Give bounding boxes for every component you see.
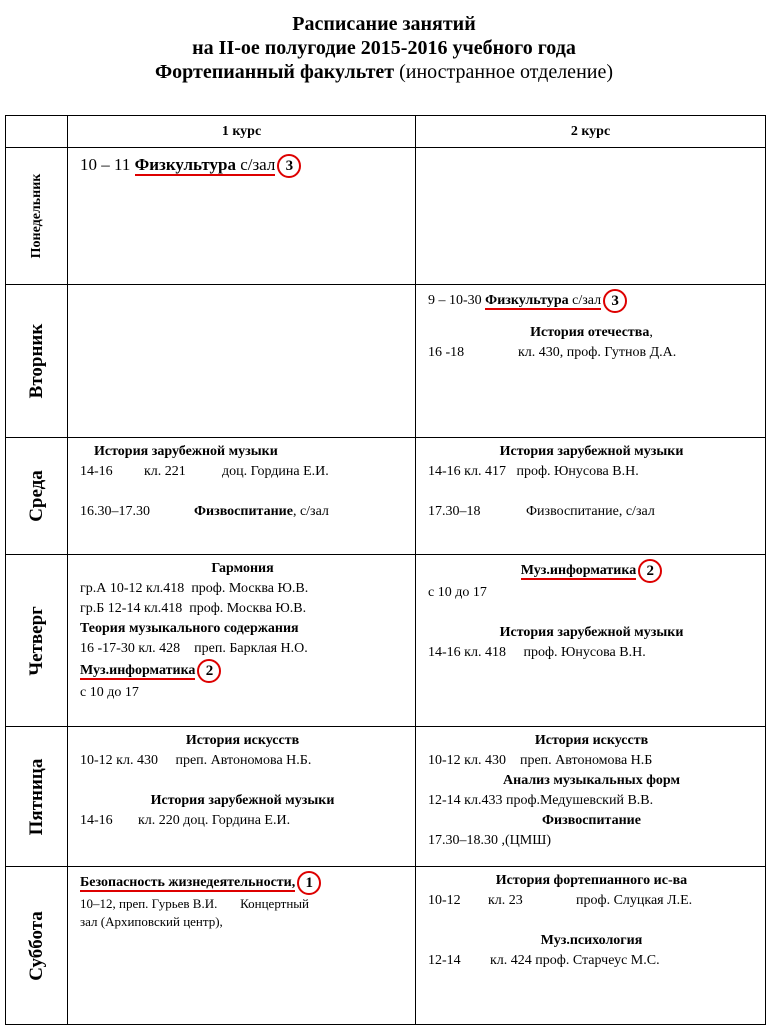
day-label-monday: Понедельник bbox=[28, 173, 44, 259]
column-header-course-2: 2 курс bbox=[416, 116, 766, 148]
wed-c1-teacher1: доц. Гордина Е.И. bbox=[222, 464, 329, 479]
fri-c2-line3: 17.30–18.30 ,(ЦМШ) bbox=[428, 833, 552, 848]
day-cell-thursday bbox=[6, 555, 68, 727]
tue-c2-subject: Физкультура bbox=[485, 293, 569, 309]
saturday-course-1 bbox=[68, 867, 416, 1025]
thu-c2-teacher2: проф. Юнусова В.Н. bbox=[523, 645, 646, 660]
wed-c1-subject1: История зарубежной музыки bbox=[94, 444, 278, 459]
thu-c1-lineB: гр.Б 12-14 кл.418 bbox=[80, 601, 183, 616]
sat-c2-room1: кл. 23 bbox=[488, 893, 523, 908]
fri-c2-line2: 12-14 кл.433 проф.Медушевский В.В. bbox=[428, 793, 654, 808]
thu-c1-lineA: гр.А 10-12 кл.418 bbox=[80, 581, 185, 596]
mon-c1-subject: Физкультура bbox=[134, 154, 236, 174]
fri-c1-line1: 10-12 кл. 430 bbox=[80, 753, 158, 768]
friday-course-1 bbox=[68, 727, 416, 867]
mon-c1-room: с/зал bbox=[240, 154, 276, 174]
sat-c1-subject1: Безопасность жизнедеятельности, bbox=[80, 875, 296, 891]
fri-c2-subject3: Физвоспитание bbox=[542, 813, 641, 828]
day-label-friday: Пятница bbox=[25, 758, 47, 835]
sat-c1-place2: зал (Архиповский центр), bbox=[80, 914, 223, 929]
wednesday-course-2 bbox=[416, 438, 766, 555]
day-label-tuesday: Вторник bbox=[25, 323, 47, 399]
mon-c1-time: 10 – 11 bbox=[80, 154, 131, 174]
day-label-thursday: Четверг bbox=[25, 605, 47, 676]
thu-c1-badge3: 2 bbox=[197, 659, 221, 683]
wed-c2-teacher1: проф. Юнусова В.Н. bbox=[516, 464, 639, 479]
fri-c1-subject2: История зарубежной музыки bbox=[150, 793, 335, 808]
sat-c2-teacher1: проф. Слуцкая Л.Е. bbox=[576, 893, 693, 908]
wed-c1-subject2: Физвоспитание bbox=[194, 504, 293, 519]
day-cell-tuesday bbox=[6, 285, 68, 438]
title-line-3 bbox=[0, 60, 768, 84]
thu-c2-subject2: История зарубежной музыки bbox=[499, 625, 684, 640]
tue-c2-comma: , bbox=[649, 325, 653, 340]
tue-c2-badge: 3 bbox=[603, 289, 627, 313]
tue-c2-details2: кл. 430, проф. Гутнов Д.А. bbox=[518, 345, 677, 360]
sat-c2-subject1: История фортепианного ис-ва bbox=[495, 873, 688, 888]
day-label-saturday: Суббота bbox=[25, 910, 47, 981]
corner-cell bbox=[6, 116, 68, 148]
row-saturday bbox=[6, 867, 766, 1025]
title-line-1: Расписание занятий bbox=[292, 13, 476, 35]
day-cell-friday bbox=[6, 727, 68, 867]
sat-c2-line2: 12-14 bbox=[428, 953, 461, 968]
thu-c2-line2: 14-16 кл. 418 bbox=[428, 645, 506, 660]
day-cell-saturday bbox=[6, 867, 68, 1025]
thu-c1-time3: с 10 до 17 bbox=[80, 685, 139, 700]
wednesday-course-1 bbox=[68, 438, 416, 555]
row-thursday bbox=[6, 555, 766, 727]
header-row bbox=[6, 116, 766, 148]
fri-c1-teacher1: преп. Автономова Н.Б. bbox=[175, 753, 312, 768]
fri-c2-teacher1: преп. Автономова Н.Б bbox=[519, 753, 653, 768]
day-label-wednesday: Среда bbox=[25, 470, 47, 522]
document-title bbox=[0, 12, 768, 84]
monday-course-1 bbox=[68, 148, 416, 285]
thu-c1-subject1: Гармония bbox=[211, 561, 274, 576]
wed-c2-line1: 14-16 кл. 417 bbox=[428, 464, 506, 479]
thu-c1-subject3: Муз.информатика bbox=[80, 663, 196, 679]
tue-c2-time2: 16 -18 bbox=[428, 345, 465, 360]
tuesday-course-1 bbox=[68, 285, 416, 438]
mon-c1-badge: 3 bbox=[277, 154, 301, 178]
fri-c2-subject2: Анализ музыкальных форм bbox=[503, 773, 680, 788]
thu-c1-teacher2: преп. Барклая Н.О. bbox=[194, 641, 308, 656]
thu-c1-teacherB: проф. Москва Ю.В. bbox=[189, 601, 307, 616]
wed-c2-time2: 17.30–18 bbox=[428, 504, 481, 519]
thu-c1-line2: 16 -17-30 кл. 428 bbox=[80, 641, 181, 656]
tuesday-course-2 bbox=[416, 285, 766, 438]
sat-c2-subject2: Муз.психология bbox=[540, 933, 643, 948]
thursday-course-1 bbox=[68, 555, 416, 727]
sat-c1-line1: 10–12, преп. Гурьев В.И. bbox=[80, 896, 218, 911]
faculty-name: Фортепианный факультет bbox=[154, 61, 395, 83]
fri-c2-subject1: История искусств bbox=[534, 733, 649, 748]
wed-c2-subject1: История зарубежной музыки bbox=[499, 444, 684, 459]
wed-c1-room1: кл. 221 bbox=[144, 464, 186, 479]
thu-c2-time1: с 10 до 17 bbox=[428, 585, 487, 600]
row-tuesday bbox=[6, 285, 766, 438]
row-wednesday bbox=[6, 438, 766, 555]
row-friday bbox=[6, 727, 766, 867]
thursday-course-2 bbox=[416, 555, 766, 727]
sat-c1-place1: Концертный bbox=[240, 896, 309, 911]
thu-c2-badge1: 2 bbox=[638, 559, 662, 583]
wed-c1-room2: , с/зал bbox=[292, 504, 329, 519]
faculty-department: (иностранное отделение) bbox=[399, 61, 614, 83]
tue-c2-room: с/зал bbox=[572, 293, 602, 309]
sat-c1-badge1: 1 bbox=[297, 871, 321, 895]
day-cell-monday bbox=[6, 148, 68, 285]
fri-c1-teacher2: кл. 220 доц. Гордина Е.И. bbox=[138, 813, 291, 828]
fri-c2-line1: 10-12 кл. 430 bbox=[428, 753, 506, 768]
schedule-table bbox=[5, 115, 766, 1025]
fri-c1-line2: 14-16 bbox=[80, 813, 113, 828]
title-line-2: на II-ое полугодие 2015-2016 учебного года bbox=[192, 37, 576, 59]
thu-c1-subject2: Теория музыкального содержания bbox=[80, 621, 299, 636]
thu-c2-subject1: Муз.информатика bbox=[520, 563, 637, 579]
day-cell-wednesday bbox=[6, 438, 68, 555]
wed-c2-subject2: Физвоспитание, с/зал bbox=[526, 504, 655, 519]
wed-c1-time2: 16.30–17.30 bbox=[80, 504, 150, 519]
saturday-course-2 bbox=[416, 867, 766, 1025]
column-header-course-1: 1 курс bbox=[68, 116, 416, 148]
monday-course-2 bbox=[416, 148, 766, 285]
wed-c1-time1: 14-16 bbox=[80, 464, 113, 479]
thu-c1-teacherA: проф. Москва Ю.В. bbox=[191, 581, 309, 596]
fri-c1-subject1: История искусств bbox=[185, 733, 300, 748]
row-monday bbox=[6, 148, 766, 285]
sat-c2-line1: 10-12 bbox=[428, 893, 461, 908]
friday-course-2 bbox=[416, 727, 766, 867]
tue-c2-subject2: История отечества bbox=[530, 325, 650, 340]
sat-c2-teacher2: кл. 424 проф. Старчеус М.С. bbox=[490, 953, 660, 968]
tue-c2-time: 9 – 10-30 bbox=[428, 293, 482, 309]
